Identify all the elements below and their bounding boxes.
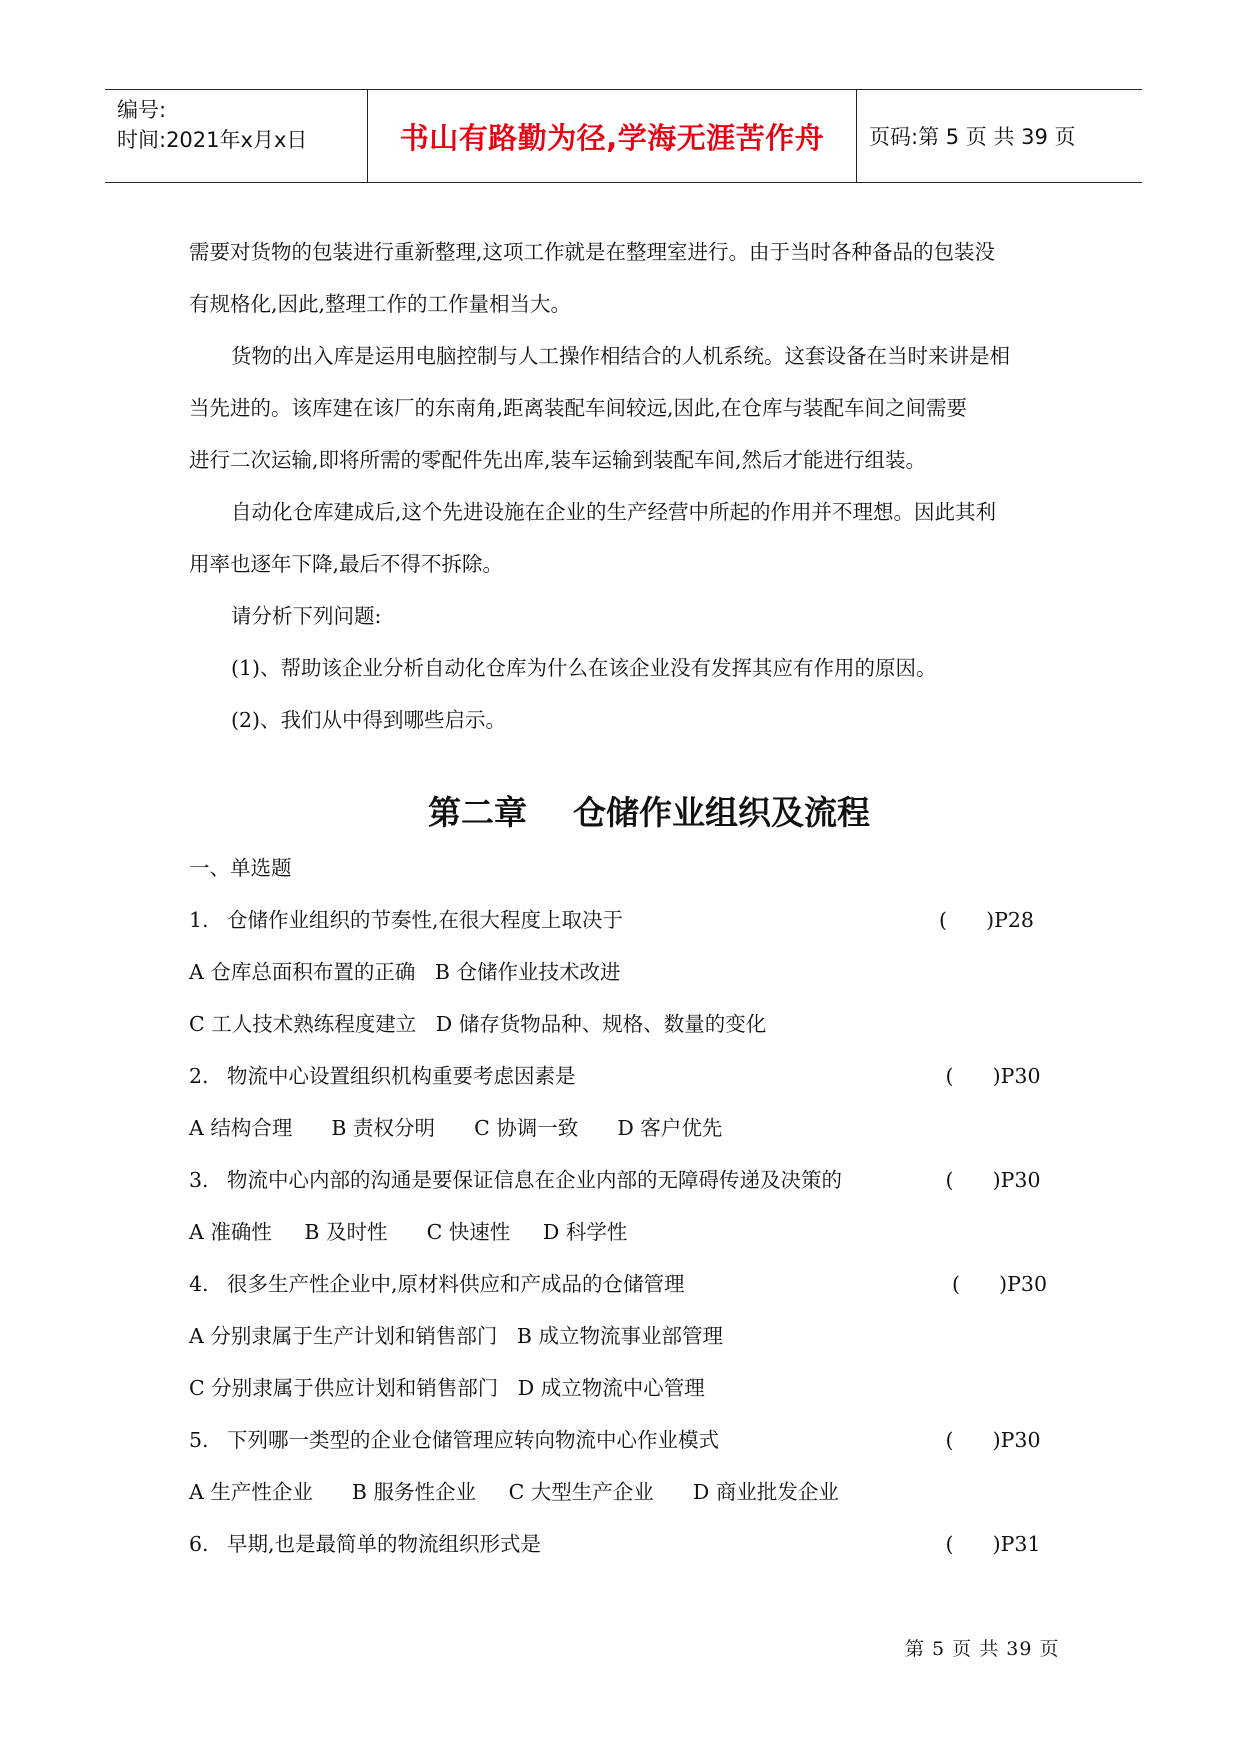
header-page-number: 页码:第 5 页 共 39 页 bbox=[869, 125, 1076, 149]
paragraph-line: 当先进的。该库建在该厂的东南角,距离装配车间较远,因此,在仓库与装配车间之间需要 bbox=[189, 396, 968, 420]
document-time-label: 时间:2021年x月x日 bbox=[117, 128, 308, 152]
paragraph-line: 用率也逐年下降,最后不得不拆除。 bbox=[189, 552, 504, 576]
question-number: 5. bbox=[189, 1428, 209, 1452]
question-item bbox=[189, 1258, 1069, 1310]
paragraph-line: (2)、我们从中得到哪些启示。 bbox=[231, 708, 507, 732]
question-options: C 分别隶属于供应计划和销售部门 D 成立物流中心管理 bbox=[189, 1376, 705, 1400]
question-options: C 工人技术熟练程度建立 D 储存货物品种、规格、数量的变化 bbox=[189, 1012, 767, 1036]
paragraph-line: (1)、帮助该企业分析自动化仓库为什么在该企业没有发挥其应有作用的原因。 bbox=[231, 656, 937, 680]
question-stem: 下列哪一类型的企业仓储管理应转向物流中心作业模式 bbox=[227, 1428, 719, 1452]
document-body bbox=[189, 226, 1069, 1570]
question-options: A 准确性 B 及时性 C 快速性 D 科学性 bbox=[189, 1220, 628, 1244]
question-options: A 生产性企业 B 服务性企业 C 大型生产企业 D 商业批发企业 bbox=[189, 1480, 839, 1504]
question-item bbox=[189, 1050, 1069, 1102]
page-footer: 第 5 页 共 39 页 bbox=[905, 1638, 1060, 1660]
question-page-reference: ( )P30 bbox=[939, 1272, 1048, 1296]
question-options: A 结构合理 B 责权分明 C 协调一致 D 客户优先 bbox=[189, 1116, 723, 1140]
header-motto: 书山有路勤为径,学海无涯苦作舟 bbox=[368, 90, 857, 182]
section-title: 一、单选题 bbox=[189, 856, 292, 880]
chapter-title: 第二章 仓储作业组织及流程 bbox=[428, 793, 870, 832]
question-item bbox=[189, 1414, 1069, 1466]
question-page-reference: ( )P30 bbox=[939, 1168, 1041, 1192]
question-stem: 早期,也是最简单的物流组织形式是 bbox=[227, 1532, 542, 1556]
question-page-reference: ( )P30 bbox=[939, 1064, 1041, 1088]
question-stem: 很多生产性企业中,原材料供应和产成品的仓储管理 bbox=[227, 1272, 685, 1296]
paragraph-line: 货物的出入库是运用电脑控制与人工操作相结合的人机系统。这套设备在当时来讲是相 bbox=[231, 344, 1010, 368]
question-stem: 仓储作业组织的节奏性,在很大程度上取决于 bbox=[227, 908, 624, 932]
question-stem: 物流中心设置组织机构重要考虑因素是 bbox=[227, 1064, 576, 1088]
question-item bbox=[189, 1154, 1069, 1206]
case-paragraphs bbox=[189, 226, 1069, 746]
document-number-label: 编号: bbox=[117, 98, 167, 122]
question-item bbox=[189, 1518, 1069, 1570]
header-meta bbox=[105, 90, 368, 182]
question-item bbox=[189, 894, 1069, 946]
paragraph-line: 请分析下列问题: bbox=[231, 604, 382, 628]
question-number: 3. bbox=[189, 1168, 209, 1192]
question-number: 6. bbox=[189, 1532, 209, 1556]
question-number: 4. bbox=[189, 1272, 209, 1296]
question-page-reference: ( )P30 bbox=[939, 1428, 1041, 1452]
question-list bbox=[189, 894, 1069, 1570]
question-stem: 物流中心内部的沟通是要保证信息在企业内部的无障碍传递及决策的 bbox=[227, 1168, 842, 1192]
question-options: A 仓库总面积布置的正确 B 仓储作业技术改进 bbox=[189, 960, 621, 984]
question-number: 2. bbox=[189, 1064, 209, 1088]
page-header bbox=[105, 89, 1142, 183]
paragraph-line: 有规格化,因此,整理工作的工作量相当大。 bbox=[189, 292, 572, 316]
question-page-reference: ( )P28 bbox=[939, 908, 1034, 932]
paragraph-line: 进行二次运输,即将所需的零配件先出库,装车运输到装配车间,然后才能进行组装。 bbox=[189, 448, 927, 472]
question-options: A 分别隶属于生产计划和销售部门 B 成立物流事业部管理 bbox=[189, 1324, 723, 1348]
paragraph-line: 需要对货物的包装进行重新整理,这项工作就是在整理室进行。由于当时各种备品的包装没 bbox=[189, 240, 996, 264]
question-number: 1. bbox=[189, 908, 209, 932]
question-page-reference: ( )P31 bbox=[939, 1532, 1041, 1556]
paragraph-line: 自动化仓库建成后,这个先进设施在企业的生产经营中所起的作用并不理想。因此其利 bbox=[231, 500, 997, 524]
